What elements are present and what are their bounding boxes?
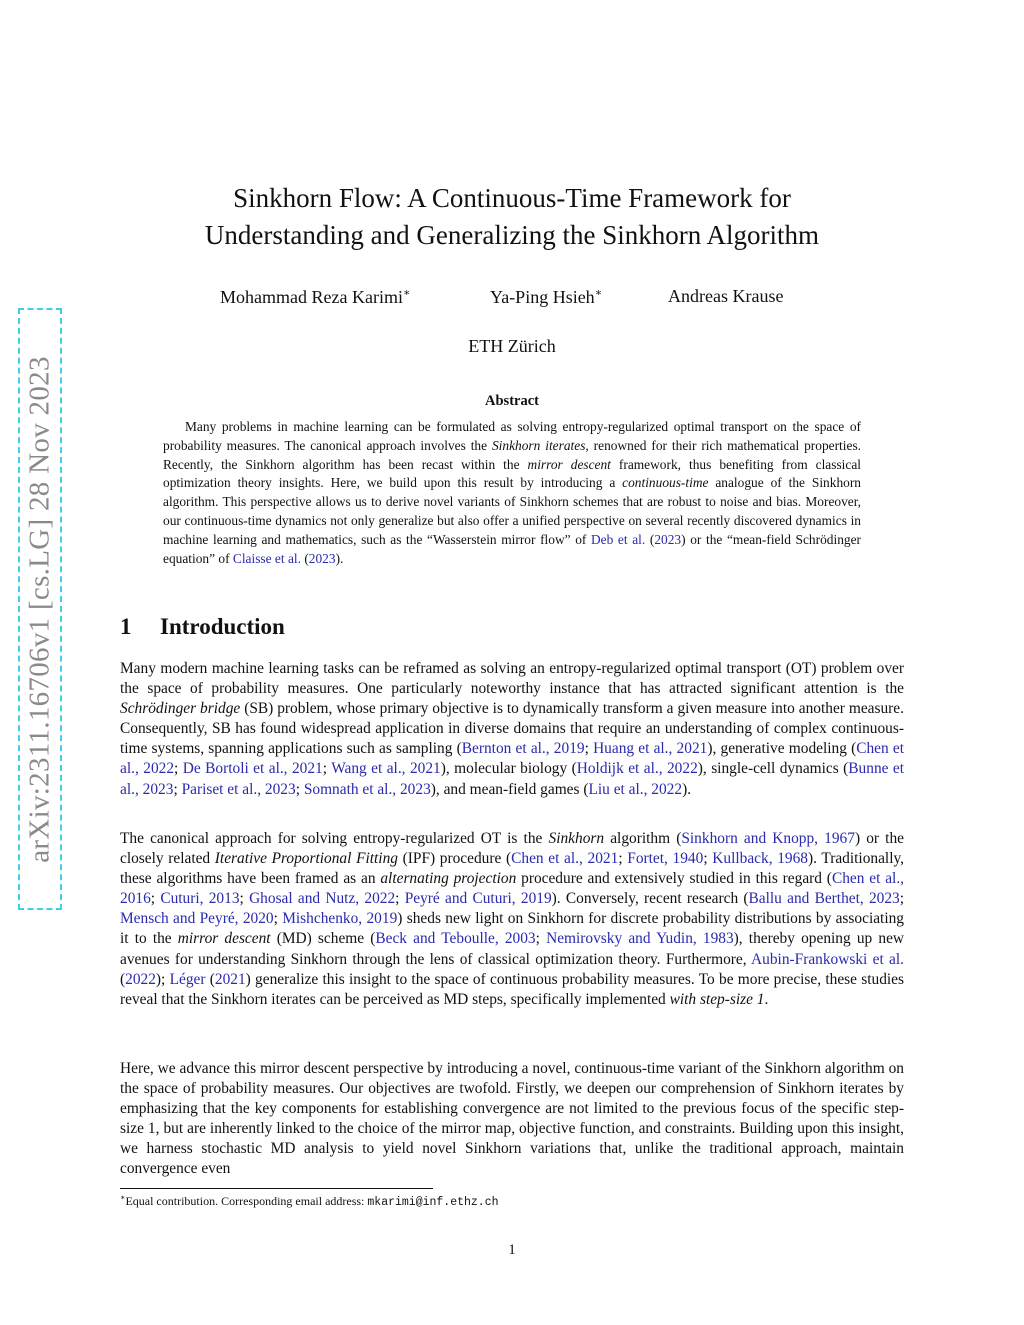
author-name: Andreas Krause <box>668 286 784 306</box>
abstract-heading: Abstract <box>485 393 539 409</box>
citation-link[interactable]: De Bortoli et al., 2021 <box>182 760 323 778</box>
intro-paragraph-2: The canonical approach for solving entropy-regularized OT is the Sinkhorn algorithm (Sinkhorn and Knopp, 1967) or the closely related Iterative Proportional Fitting (IPF) procedure (Chen et al., 2021; Fortet, 1940; Kullback, 1968). Traditionally, these algorithms have been framed as an alternating projection procedure and extensively studied in this regard (Chen et al., 2016; Cuturi, 2013; Ghosal and Nutz, 2022; Peyré and Cuturi, 2019). Conversely, recent research (Ballu and Berthet, 2023; Mensch and Peyré, 2020; Mishchenko, 2019) sheds new light on Sinkhorn for discrete probability distributions by associating it to the mirror descent (MD) scheme (Beck and Teboulle, 2003; Nemirovsky and Yudin, 1983), thereby opening up new avenues for understanding Sinkhorn through the lens of classical optimization theory. Furthermore, Aubin-Frankowski et al. (2022); Léger (2021) generalize this insight to the space of continuous probability measures. To be more precise, these studies reveal that the Sinkhorn iterates can be perceived as MD steps, specifically implemented with step-size 1. <box>120 830 905 1008</box>
citation-link[interactable]: Fortet, 1940 <box>627 850 704 868</box>
abstract-text: Many problems in machine learning can be formulated as solving entropy-regularized optimal transport on the space of probability measures. The canonical approach involves the Sinkhorn iterates, renowned for their rich mathematical properties. Recently, the Sinkhorn algorithm has been recast within the mirror descent framework, thus benefiting from classical optimization theory insights. Here, we build upon this result by introducing a continuous-time analogue of the Sinkhorn algorithm. This perspective allows us to derive novel variants of Sinkhorn schemes that are robust to noise and bias. Moreover, our continuous-time dynamics not only generalize but also offer a unified perspective on several recently discovered dynamics in machine learning and mathematics, such as the “Wasserstein mirror flow” of Deb et al. (2023) or the “mean-field Schrödinger equation” of Claisse et al. (2023). <box>163 419 862 566</box>
author-2 <box>490 286 602 308</box>
section-heading <box>120 614 285 640</box>
email-address[interactable]: mkarimi@inf.ethz.ch <box>367 1196 499 1209</box>
footnote-mark: ∗ <box>120 1193 126 1202</box>
citation-link[interactable]: 2022 <box>125 970 156 988</box>
citation-link[interactable]: Aubin-Frankowski et al. <box>751 950 904 968</box>
citation-link[interactable]: Wang et al., 2021 <box>331 760 441 778</box>
intro-paragraph-3: Here, we advance this mirror descent perspective by introducing a novel, continuous-time variant of the Sinkhorn algorithm on the space of probability measures. Our objectives are twofold. Firstly, we deepen our comprehension of Sinkhorn iterates by emphasizing that the key components for establishing convergence are not limited to the previous focus of the specific step-size 1, but are inherently linked to the choice of the mirror map, objective function, and constraints. Building upon this insight, we harness stochastic MD analysis to yield novel Sinkhorn variations that, unlike the traditional approach, maintain convergence even <box>120 1060 904 1178</box>
section-number: 1 <box>120 614 132 639</box>
citation-link[interactable]: Peyré and Cuturi, 2019 <box>404 890 552 908</box>
citation-link[interactable]: Ghosal and Nutz, 2022 <box>249 890 396 908</box>
citation-link[interactable]: 2023 <box>308 550 336 566</box>
arxiv-stamp-text: arXiv:2311.16706v1 [cs.LG] 28 Nov 2023 <box>23 355 56 863</box>
citation-link[interactable]: Bunne et al., 2023 <box>120 760 905 798</box>
citation-link[interactable]: Ballu and Berthet, 2023 <box>748 890 900 908</box>
citation-link[interactable]: Bernton et al., 2019 <box>461 740 585 758</box>
citation-link[interactable]: 2023 <box>654 531 682 547</box>
citation-link[interactable]: Léger <box>169 970 206 988</box>
citation-link[interactable]: Pariset et al., 2023 <box>181 780 296 798</box>
section-title: Introduction <box>160 614 285 639</box>
intro-paragraph-1: Many modern machine learning tasks can be reframed as solving an entropy-regularized optimal transport (OT) problem over the space of probability measures. One particularly noteworthy instance that has attracted significant attention is the Schrödinger bridge (SB) problem, whose primary objective is to dynamically transform a given measure into another measure. Consequently, SB has found widespread application in diverse domains that require an understanding of complex continuous-time systems, spanning applications such as sampling (Bernton et al., 2019; Huang et al., 2021), generative modeling (Chen et al., 2022; De Bortoli et al., 2021; Wang et al., 2021), molecular biology (Holdijk et al., 2022), single-cell dynamics (Bunne et al., 2023; Pariset et al., 2023; Somnath et al., 2023), and mean-field games (Liu et al., 2022). <box>120 660 905 798</box>
citation-link[interactable]: Mishchenko, 2019 <box>282 910 398 928</box>
citation-link[interactable]: Chen et al., 2021 <box>511 850 619 868</box>
author-name: Mohammad Reza Karimi <box>220 287 403 307</box>
affiliation: ETH Zürich <box>468 336 556 356</box>
citation-link[interactable]: Liu et al., 2022 <box>588 780 683 798</box>
author-mark: ∗ <box>594 287 603 299</box>
citation-link[interactable]: Chen et al., 2016 <box>120 870 905 908</box>
citation-link[interactable]: Beck and Teboulle, 2003 <box>375 930 536 948</box>
citation-link[interactable]: Nemirovsky and Yudin, 1983 <box>546 930 734 948</box>
citation-link[interactable]: Somnath et al., 2023 <box>303 780 431 798</box>
citation-link[interactable]: Cuturi, 2013 <box>160 890 240 908</box>
citation-link[interactable]: Chen et al., 2022 <box>120 740 904 778</box>
footnote <box>120 1193 499 1209</box>
author-mark: ∗ <box>402 287 411 299</box>
citation-link[interactable]: Huang et al., 2021 <box>593 740 708 758</box>
citation-link[interactable]: Kullback, 1968 <box>712 850 808 868</box>
footnote-text: Equal contribution. Corresponding email address: <box>125 1194 368 1208</box>
title-line-2: Understanding and Generalizing the Sinkhorn Algorithm <box>204 220 820 250</box>
citation-link[interactable]: Claisse et al. <box>232 550 301 566</box>
author-name: Ya-Ping Hsieh <box>490 287 595 307</box>
citation-link[interactable]: Mensch and Peyré, 2020 <box>120 910 274 928</box>
citation-link[interactable]: 2021 <box>214 970 246 988</box>
citation-link[interactable]: Sinkhorn and Knopp, 1967 <box>681 830 855 847</box>
author-1 <box>220 286 410 308</box>
author-3 <box>668 286 783 307</box>
citation-link[interactable]: Holdijk et al., 2022 <box>576 760 698 778</box>
title-line-1: Sinkhorn Flow: A Continuous-Time Framework for <box>233 183 791 213</box>
page-number: 1 <box>508 1242 516 1258</box>
citation-link[interactable]: Deb et al. <box>590 531 646 547</box>
footnote-rule <box>120 1188 433 1189</box>
paper-title <box>120 180 904 254</box>
